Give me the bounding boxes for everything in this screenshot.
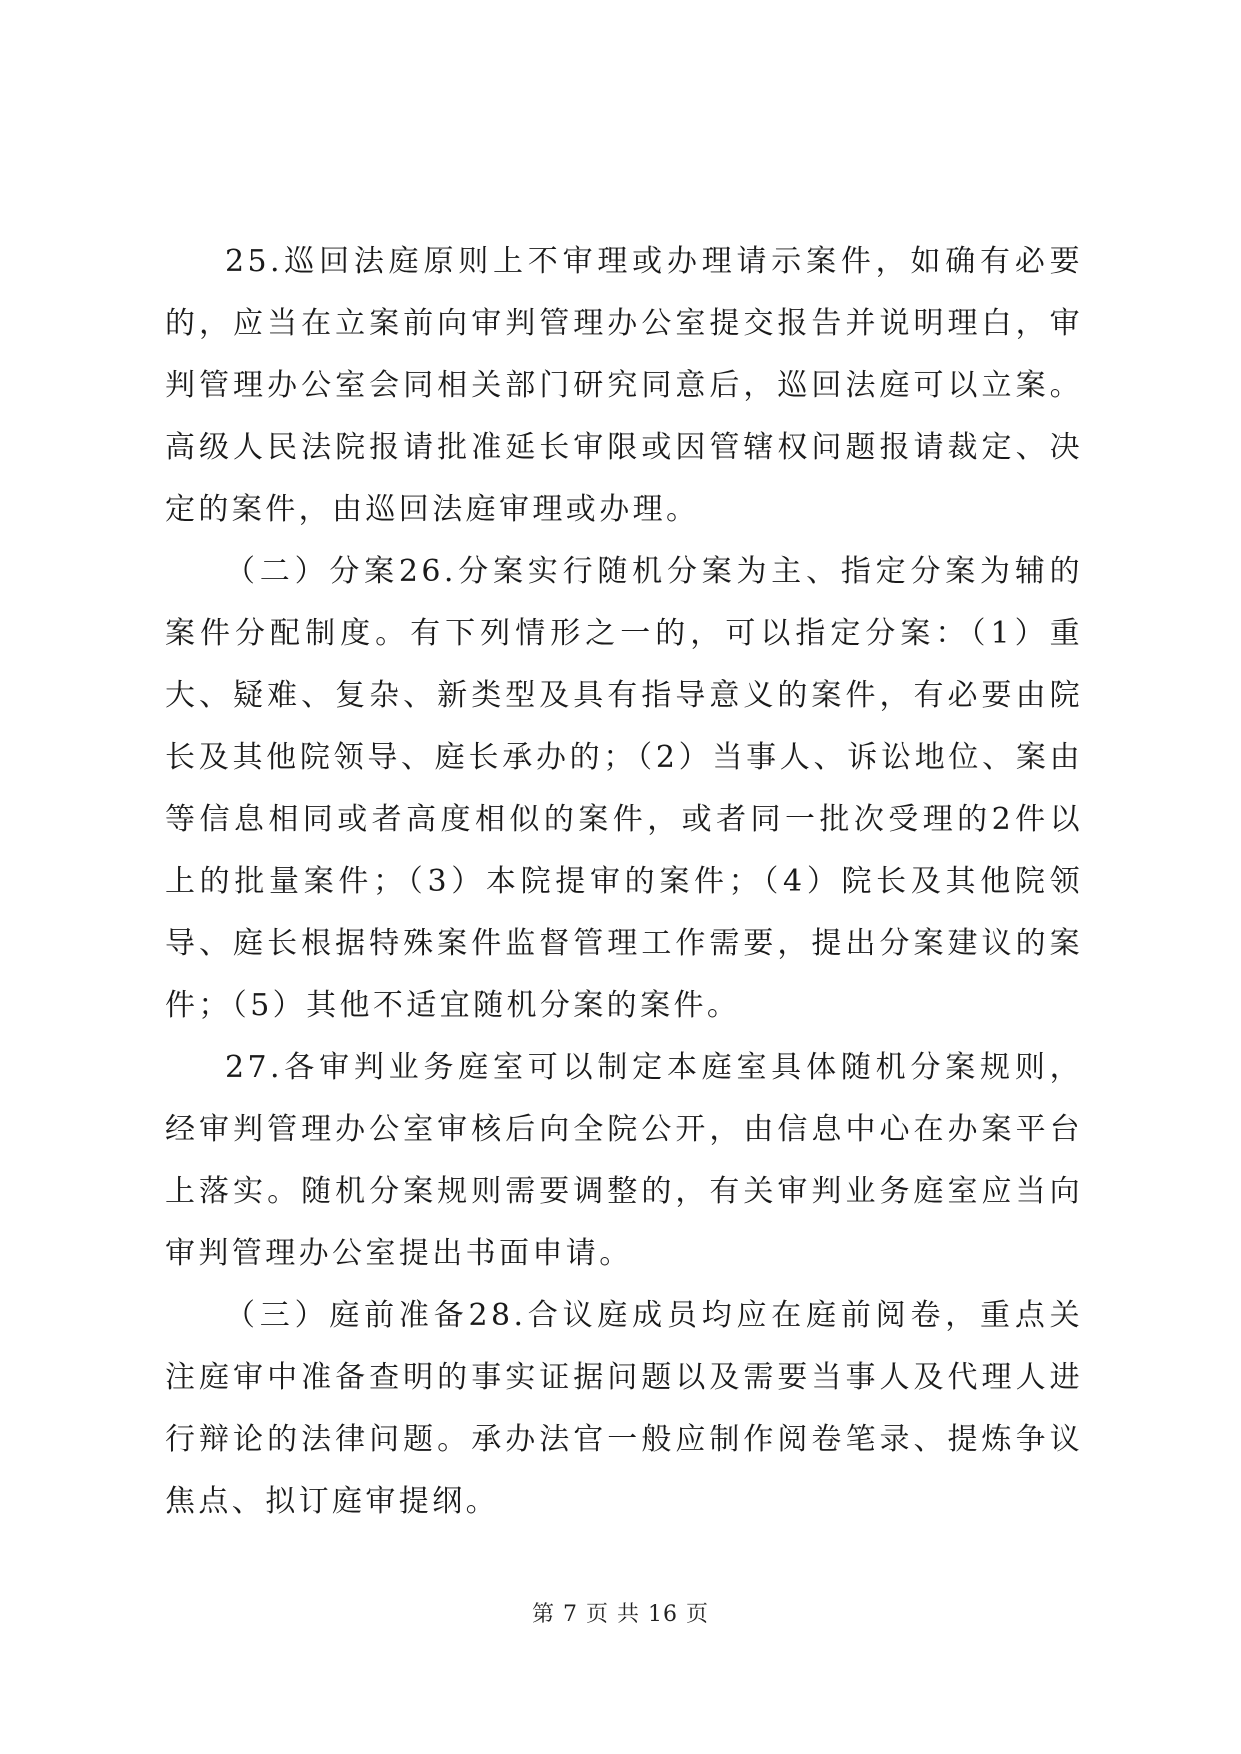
paragraph-28: （三）庭前准备28.合议庭成员均应在庭前阅卷，重点关注庭审中准备查明的事实证据问题以及需要当事人及代理人进行辩论的法律问题。承办法官一般应制作阅卷笔录、提炼争议焦点、拟订庭审提纲。 bbox=[165, 1298, 1083, 1519]
document-body bbox=[165, 231, 1083, 1533]
paragraph-25: 25.巡回法庭原则上不审理或办理请示案件，如确有必要的，应当在立案前向审判管理办公室提交报告并说明理白，审判管理办公室会同相关部门研究同意后，巡回法庭可以立案。高级人民法院报请批准延长审限或因管辖权问题报请裁定、决定的案件，由巡回法庭审理或办理。 bbox=[165, 244, 1083, 527]
paragraph-26: （二）分案26.分案实行随机分案为主、指定分案为辅的案件分配制度。有下列情形之一的，可以指定分案：（1）重大、疑难、复杂、新类型及具有指导意义的案件，有必要由院长及其他院领导、庭长承办的；（2）当事人、诉讼地位、案由等信息相同或者高度相似的案件，或者同一批次受理的2件以上的批量案件；（3）本院提审的案件；（4）院长及其他院领导、庭长根据特殊案件监督管理工作需要，提出分案建议的案件；（5）其他不适宜随机分案的案件。 bbox=[165, 554, 1083, 1023]
page-number-footer: 第 7 页 共 16 页 bbox=[532, 1602, 709, 1627]
paragraph-27: 27.各审判业务庭室可以制定本庭室具体随机分案规则，经审判管理办公室审核后向全院公开，由信息中心在办案平台上落实。随机分案规则需要调整的，有关审判业务庭室应当向审判管理办公室提出书面申请。 bbox=[165, 1050, 1083, 1271]
